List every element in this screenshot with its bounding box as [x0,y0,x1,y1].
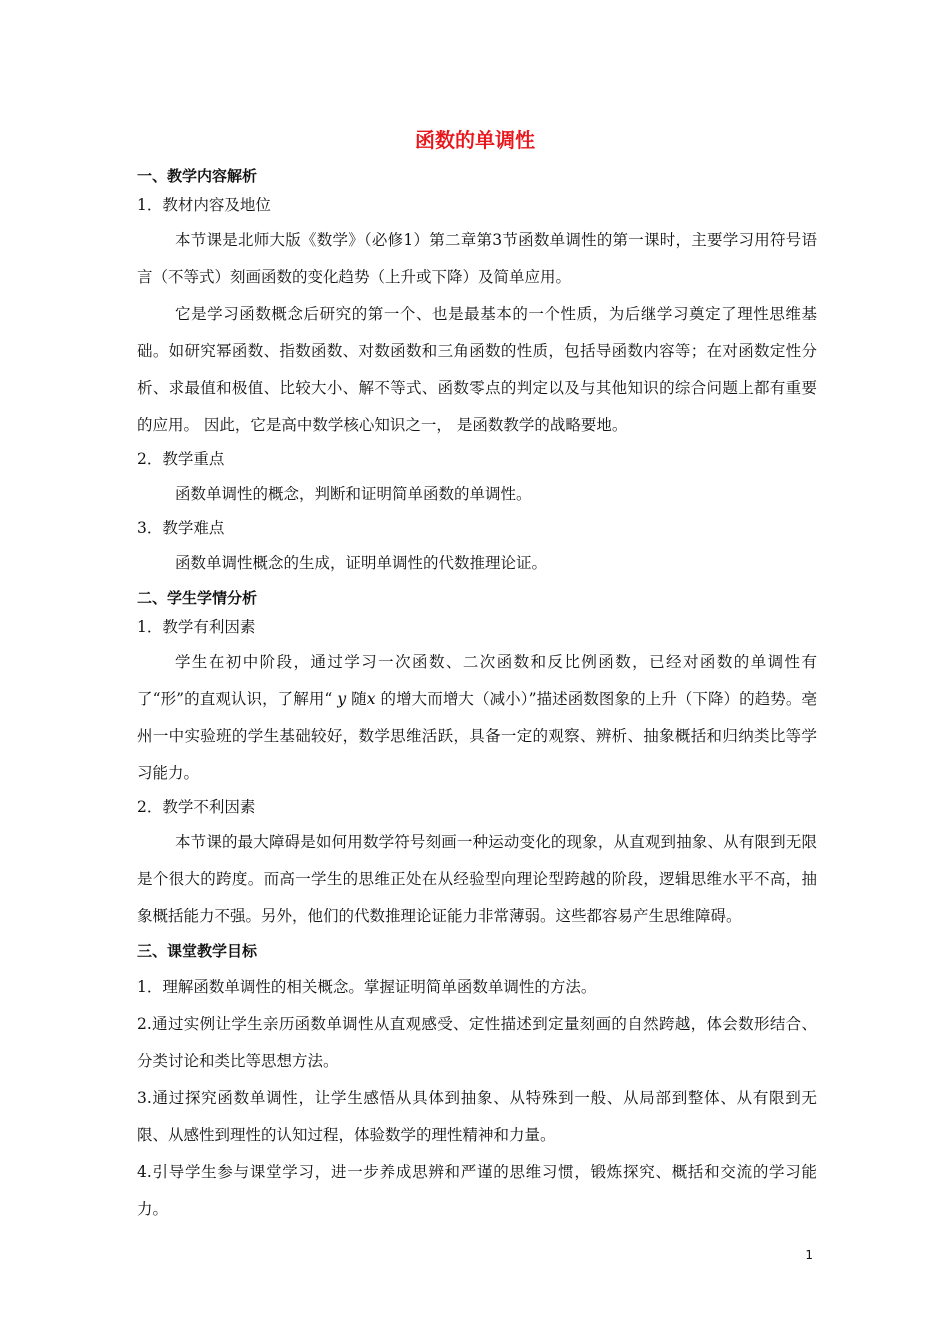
list-item: 3.通过探究函数单调性，让学生感悟从具体到抽象、从特殊到一般、从局部到整体、从有限到无限、从感性到理性的认知过程，体验数学的理性精神和力量。 [137,1089,817,1144]
text-run: 随 [351,690,367,708]
page-number: 1 [805,1248,813,1262]
variable-y: y [337,690,347,708]
subsection-heading: 1．教学有利因素 [137,618,256,636]
paragraph: 函数单调性的概念，判断和证明简单函数的单调性。 [175,485,532,503]
text-run: 学生在初中阶段，通过学习一次函数、二次函数和反比例函数，已经对函数的单调性有了“形”的直观认识，了解用“ [137,653,817,708]
section-heading-1: 一、教学内容解析 [137,167,258,185]
paragraph: 本节课是北师大版《数学》（必修1）第二章第3节函数单调性的第一课时，主要学习用符号语言（不等式）刻画函数的变化趋势（上升或下降）及简单应用。 [137,231,817,286]
list-item: 2.通过实例让学生亲历函数单调性从直观感受、定性描述到定量刻画的自然跨越，体会数形结合、分类讨论和类比等思想方法。 [137,1015,817,1070]
variable-x: x [366,690,376,708]
paragraph [137,644,817,792]
paragraph: 它是学习函数概念后研究的第一个、也是最基本的一个性质，为后继学习奠定了理性思维基础。如研究幂函数、指数函数、对数函数和三角函数的性质，包括导函数内容等；在对函数定性分析、求最值和极值、比较大小、解不等式、函数零点的判定以及与其他知识的综合问题上都有重要的应用。 因此，它是高中数学核心知识之一， 是函数教学的战略要地。 [137,305,817,434]
section-heading-3: 三、课堂教学目标 [137,942,258,960]
document-title: 函数的单调性 [415,128,535,152]
paragraph: 函数单调性概念的生成，证明单调性的代数推理论证。 [175,554,548,572]
paragraph: 本节课的最大障碍是如何用数学符号刻画一种运动变化的现象，从直观到抽象、从有限到无限是个很大的跨度。而高一学生的思维正处在从经验型向理论型跨越的阶段，逻辑思维水平不高，抽象概括能力不强。另外，他们的代数推理论证能力非常薄弱。这些都容易产生思维障碍。 [137,833,817,925]
subsection-heading: 1．教材内容及地位 [137,196,271,214]
subsection-heading: 2．教学不利因素 [137,798,256,816]
document-body [137,160,817,1228]
section-heading-2: 二、学生学情分析 [137,589,258,607]
subsection-heading: 3．教学难点 [137,519,225,537]
subsection-heading: 2．教学重点 [137,450,225,468]
text-run: 的增大而增大（减小）”描述函数图象的上升（下降）的趋势。亳州一中实验班的学生基础较好，数学思维活跃，具备一定的观察、辨析、抽象概括和归纳类比等学习能力。 [137,690,817,782]
list-item: 4.引导学生参与课堂学习，进一步养成思辨和严谨的思维习惯，锻炼探究、概括和交流的学习能力。 [137,1163,817,1218]
list-item: 1．理解函数单调性的相关概念。掌握证明简单函数单调性的方法。 [137,978,597,996]
